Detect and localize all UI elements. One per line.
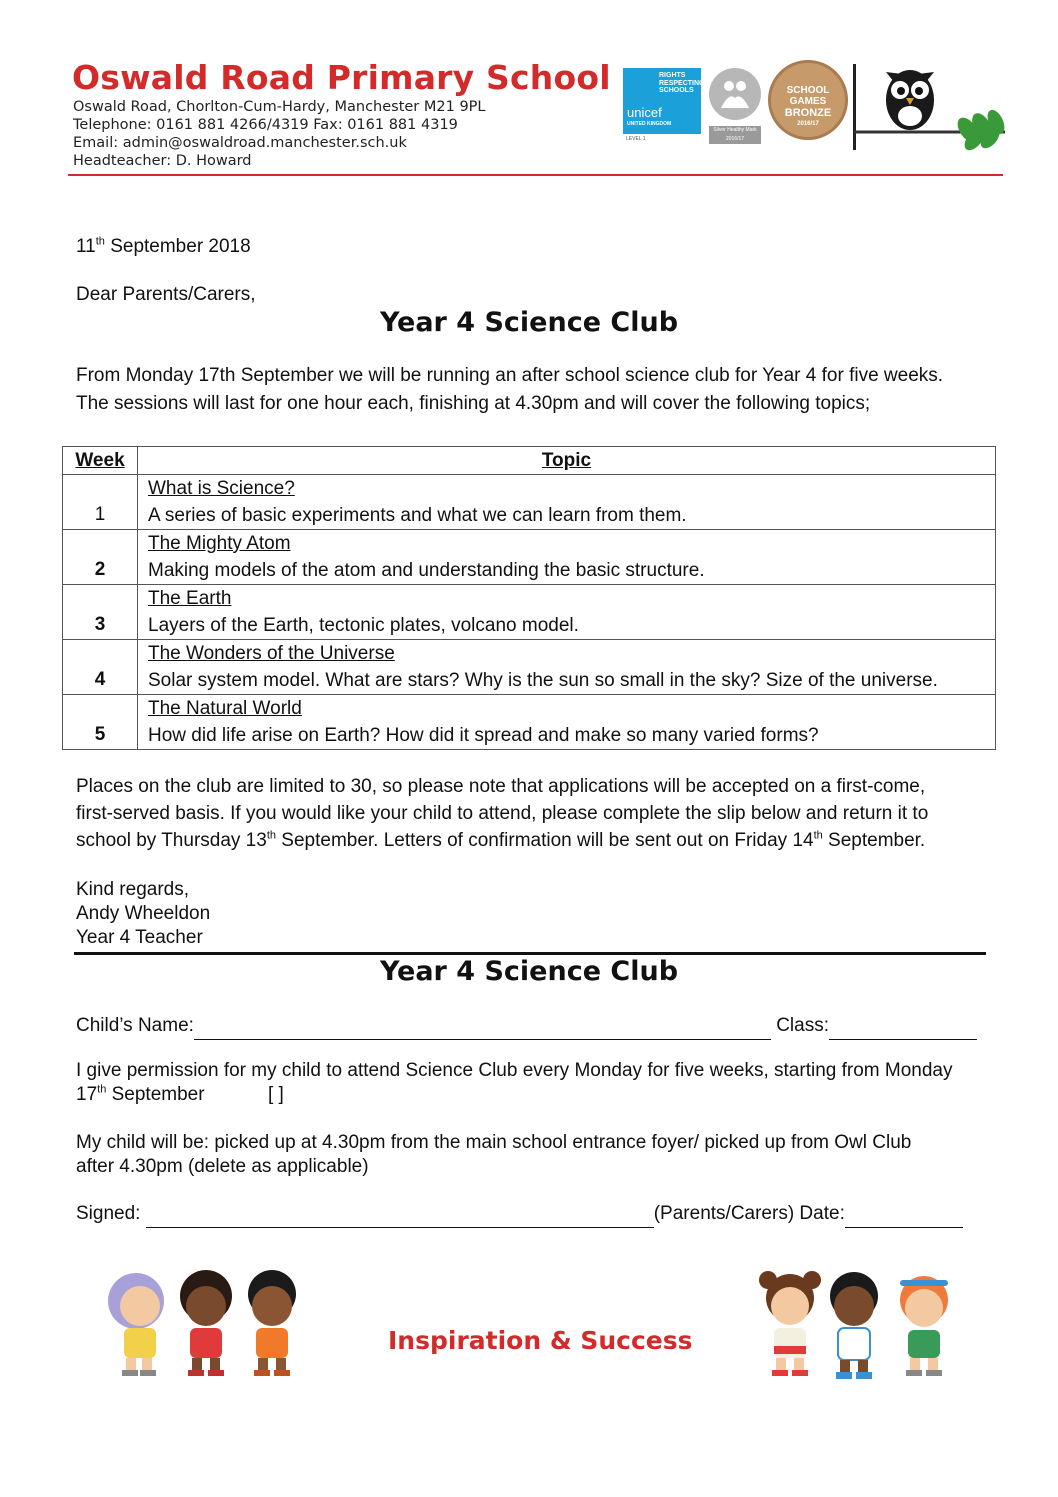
permission-line-2: 17th September: [76, 1083, 205, 1105]
topic-cell: [138, 585, 996, 640]
permission-line-1: I give permission for my child to attend Science Club every Monday for five weeks, starting from Monday: [76, 1060, 953, 1081]
signature-role: Year 4 Teacher: [76, 927, 203, 948]
week-number: 5: [63, 695, 138, 750]
header-divider: [68, 174, 1003, 176]
closing: Kind regards,: [76, 879, 190, 900]
topic-cell: [138, 530, 996, 585]
week-number: 4: [63, 640, 138, 695]
child-name-label: Child’s Name:: [76, 1015, 194, 1036]
school-telephone: Telephone: 0161 881 4266/4319 Fax: 0161 881 4319: [73, 117, 458, 133]
table-header-row: [63, 447, 996, 475]
date-field[interactable]: [845, 1200, 963, 1228]
slip-title: Year 4 Science Club: [379, 956, 679, 987]
table-row: [63, 530, 996, 585]
level-label: LEVEL 1: [626, 136, 646, 142]
topic-title: The Natural World: [148, 698, 302, 719]
rights-respecting-schools-logo: RIGHTS RESPECTING SCHOOLS unicef UNITED KINGDOM: [623, 68, 701, 134]
places-line-1: Places on the club are limited to 30, so please note that applications will be accepted on a first-come,: [76, 776, 926, 797]
topic-title: The Earth: [148, 588, 232, 609]
child-name-row: [76, 1012, 977, 1040]
school-name: Oswald Road Primary School: [72, 58, 611, 97]
owl-on-branch-icon: [850, 60, 1010, 155]
pickup-line-1: My child will be: picked up at 4.30pm from the main school entrance foyer/ picked up from Owl Club: [76, 1132, 912, 1153]
parents-date-label: (Parents/Carers) Date:: [653, 1203, 845, 1224]
topic-description: Making models of the atom and understanding the basic structure.: [148, 560, 705, 581]
topic-description: Layers of the Earth, tectonic plates, volcano model.: [148, 615, 579, 636]
signed-row: [76, 1200, 963, 1228]
child-name-field[interactable]: [194, 1012, 771, 1040]
places-line-2: first-served basis. If you would like your child to attend, please complete the slip below and return it to: [76, 803, 929, 824]
children-illustration-left: [96, 1266, 312, 1382]
week-column-header: Week: [63, 447, 138, 475]
topic-title: The Mighty Atom: [148, 533, 291, 554]
topics-table: [62, 446, 996, 750]
signed-label: Signed:: [76, 1203, 141, 1224]
topic-description: How did life arise on Earth? How did it spread and make so many varied forms?: [148, 725, 819, 746]
places-line-3: school by Thursday 13th September. Letters of confirmation will be sent out on Friday 14th September.: [76, 829, 926, 851]
table-row: [63, 695, 996, 750]
topic-title: The Wonders of the Universe: [148, 643, 395, 664]
school-email: Email: admin@oswaldroad.manchester.sch.uk: [73, 135, 407, 151]
week-number: 3: [63, 585, 138, 640]
topic-cell: [138, 695, 996, 750]
healthy-schools-logo: Silver Healthy Mark 2016/17: [707, 68, 763, 146]
signature-name: Andy Wheeldon: [76, 903, 211, 924]
class-label: Class:: [776, 1015, 829, 1036]
salutation: Dear Parents/Carers,: [76, 284, 256, 305]
intro-line-1: From Monday 17th September we will be running an after school science club for Year 4 for five weeks.: [76, 365, 944, 386]
school-motto: Inspiration & Success: [388, 1326, 693, 1355]
topic-column-header: Topic: [138, 447, 996, 475]
topic-cell: [138, 640, 996, 695]
school-games-bronze-logo: SCHOOL GAMES BRONZE 2016/17: [768, 60, 848, 140]
page-title: Year 4 Science Club: [379, 307, 679, 338]
pickup-line-2: after 4.30pm (delete as applicable): [76, 1156, 369, 1177]
week-number: 1: [63, 475, 138, 530]
table-row: [63, 585, 996, 640]
letter-date: 11th September 2018: [76, 235, 251, 257]
table-row: [63, 640, 996, 695]
school-address: Oswald Road, Chorlton-Cum-Hardy, Manchester M21 9PL: [73, 99, 486, 115]
class-field[interactable]: [829, 1012, 977, 1040]
topic-title: What is Science?: [148, 478, 295, 499]
table-row: [63, 475, 996, 530]
permission-checkbox[interactable]: [ ]: [268, 1084, 284, 1105]
tear-off-divider: [74, 952, 986, 955]
topic-description: A series of basic experiments and what we can learn from them.: [148, 505, 687, 526]
topic-cell: [138, 475, 996, 530]
badge-icon: [709, 68, 761, 120]
signature-field[interactable]: [146, 1200, 654, 1228]
children-illustration-right: [748, 1266, 964, 1388]
headteacher: Headteacher: D. Howard: [73, 153, 252, 169]
topic-description: Solar system model. What are stars? Why is the sun so small in the sky? Size of the universe.: [148, 670, 938, 691]
week-number: 2: [63, 530, 138, 585]
intro-line-2: The sessions will last for one hour each, finishing at 4.30pm and will cover the following topics;: [76, 393, 871, 414]
